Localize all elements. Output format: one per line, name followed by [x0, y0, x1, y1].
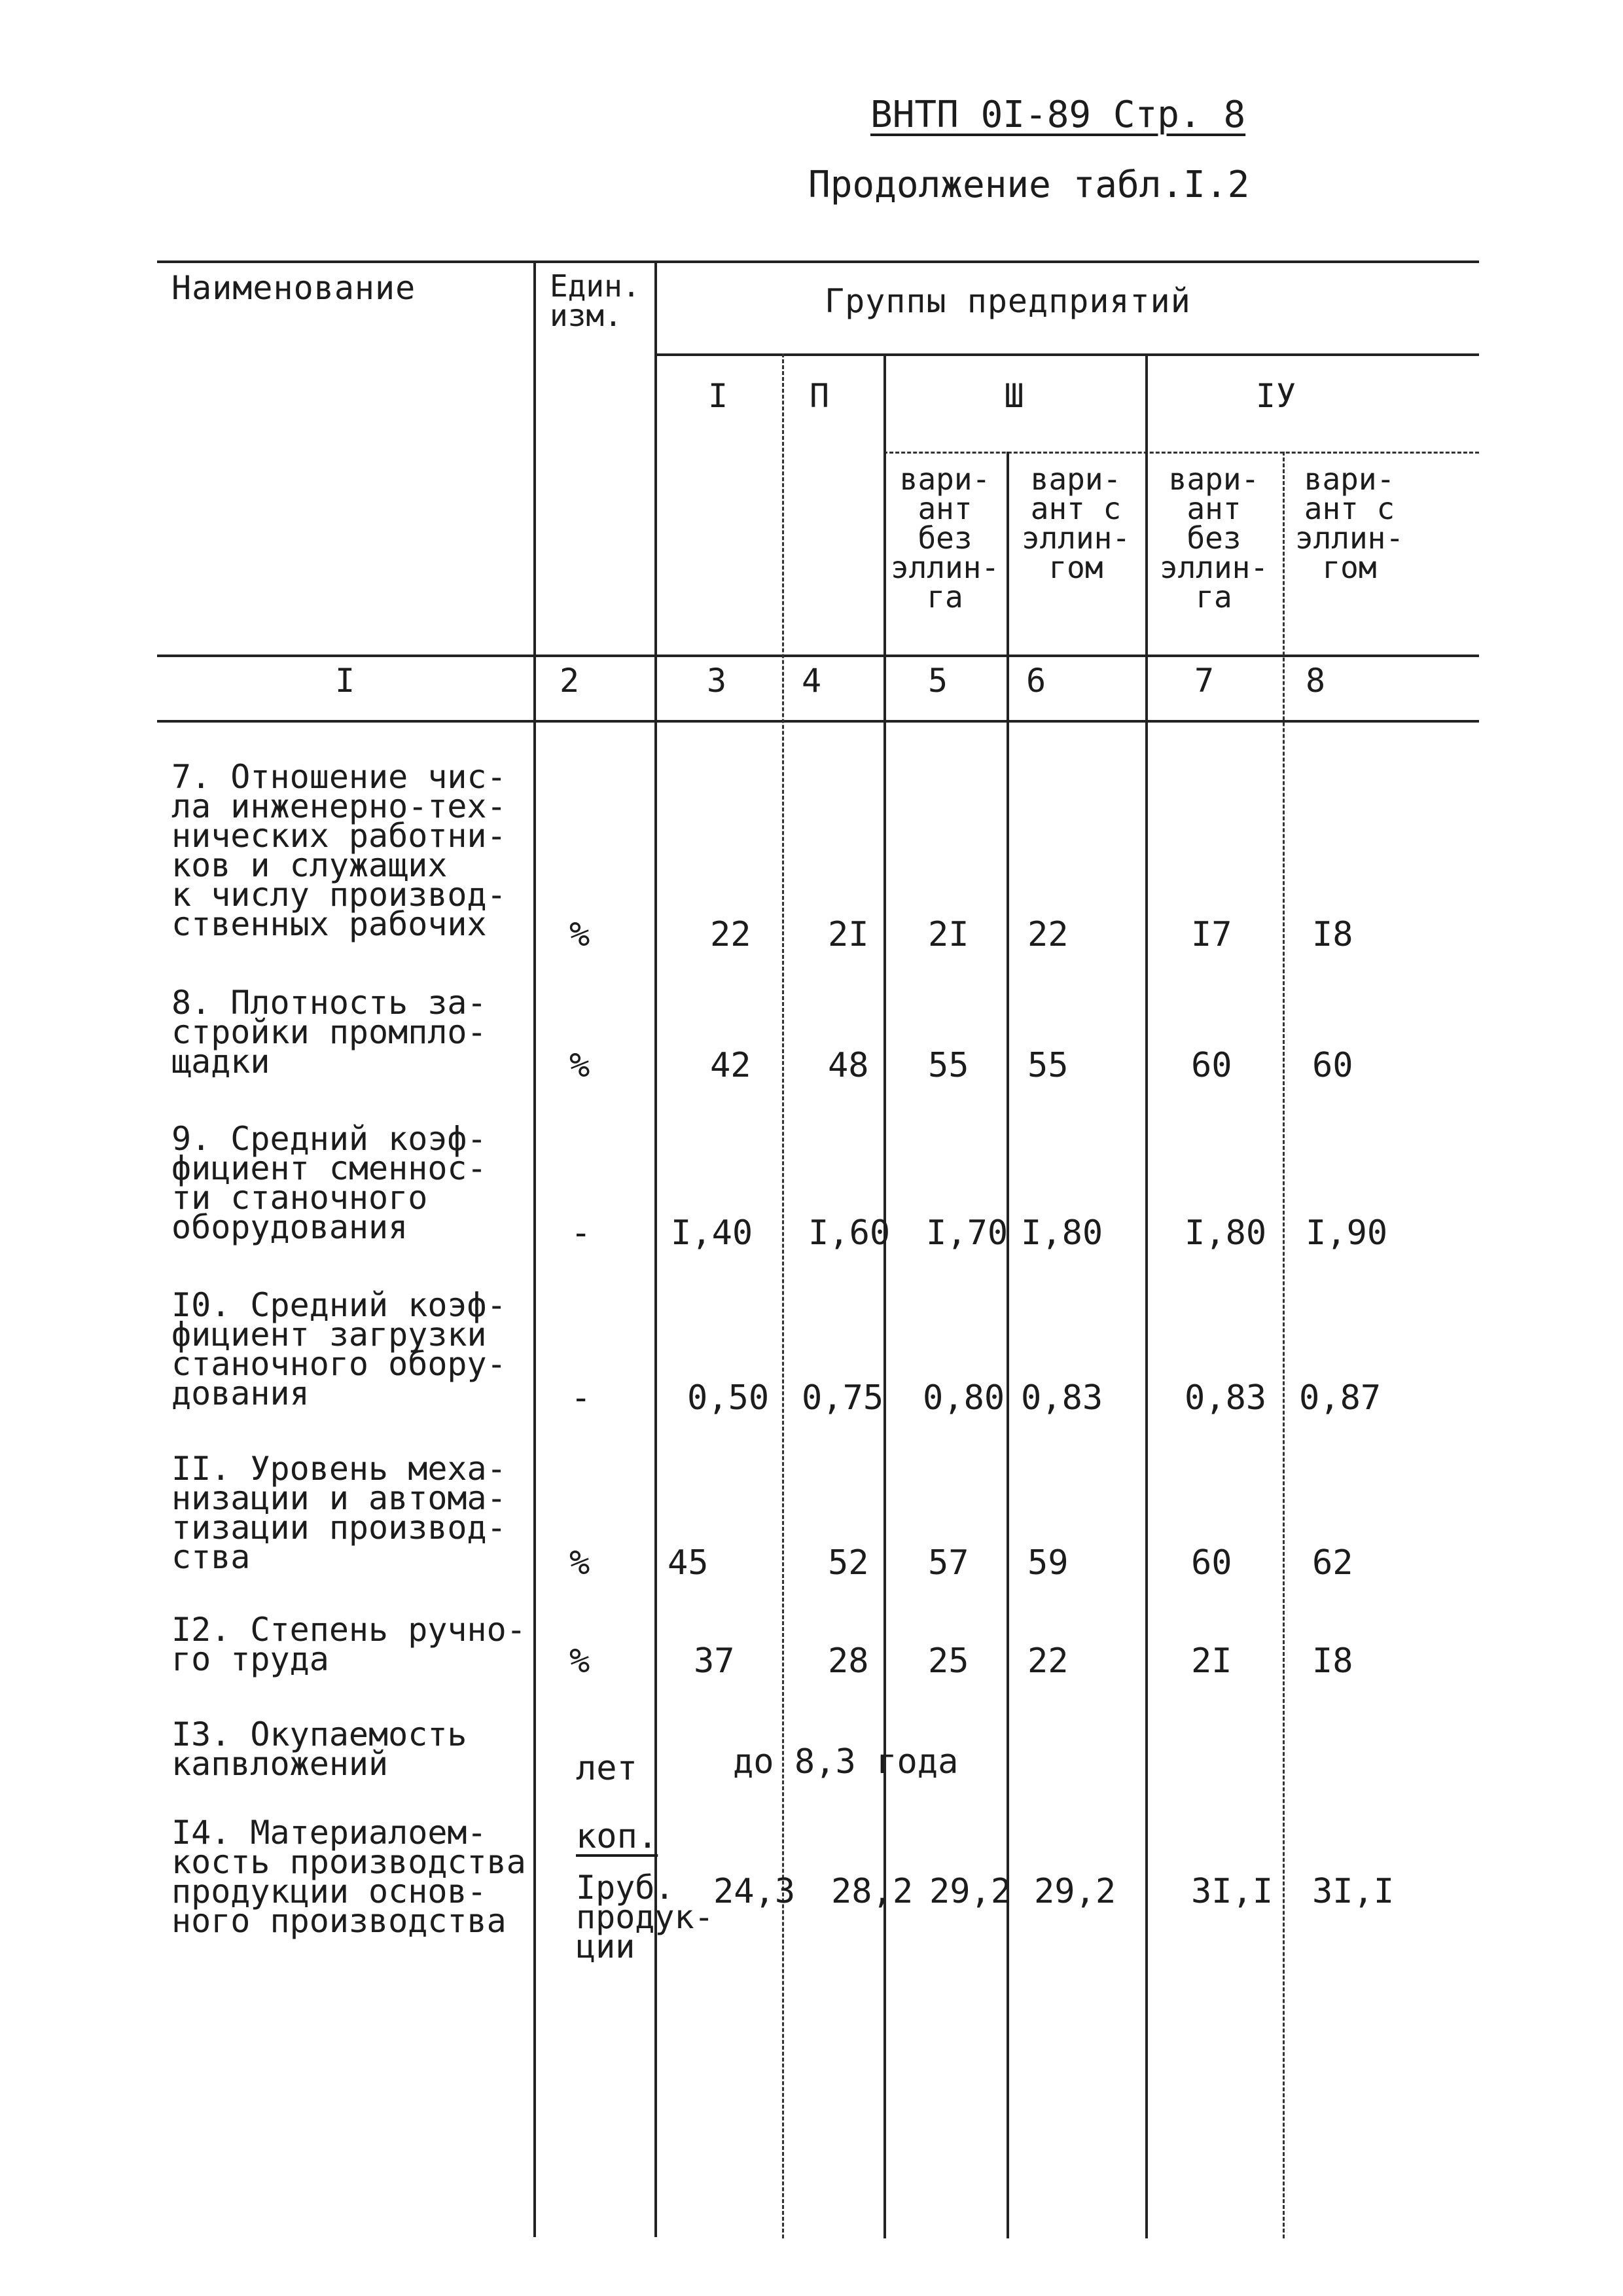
value-cell: 2I	[1191, 1641, 1232, 1681]
row-name-14: I4. Материалоем- кость производства продукции основ- ного производства	[171, 1814, 526, 1940]
row-unit-13: лет	[576, 1749, 637, 1788]
value-cell: I7	[1191, 915, 1232, 954]
value-cell: 60	[1312, 1046, 1353, 1085]
value-cell: 2I	[828, 915, 869, 954]
value-cell: 3I,I	[1191, 1872, 1274, 1911]
column-number: 7	[1194, 662, 1215, 700]
value-cell: 22	[1027, 1641, 1069, 1681]
row-name-12: I2. Степень ручно- го труда	[171, 1611, 526, 1678]
table-continuation-label: Продолжение табл.I.2	[808, 164, 1250, 206]
value-cell: 48	[828, 1046, 869, 1085]
row-unit-8: %	[569, 1046, 590, 1085]
value-cell: I,60	[808, 1213, 891, 1253]
subheader-4-ellipse: вари- ант с эллин- гом	[1294, 461, 1404, 585]
value-cell: 55	[1027, 1046, 1069, 1085]
value-cell: 28	[828, 1641, 869, 1681]
row-name-9: 9. Средний коэф- фициент сменнос- ти станочного оборудования	[171, 1120, 487, 1246]
value-cell: 0,50	[687, 1378, 770, 1418]
value-cell: 60	[1191, 1046, 1232, 1085]
group-label-4: IУ	[1255, 377, 1297, 415]
value-cell: 59	[1027, 1543, 1069, 1583]
row-name-13: I3. Окупаемость капвложений	[171, 1715, 467, 1783]
column-number: 3	[707, 662, 728, 700]
group-label-3: Ш	[1004, 377, 1025, 415]
header-unit: Един. изм.	[550, 268, 641, 333]
group-label-1: I	[707, 377, 729, 415]
value-cell: 37	[694, 1641, 735, 1681]
value-cell: 29,2	[1034, 1872, 1116, 1911]
value-cell: I,80	[1021, 1213, 1103, 1253]
value-cell: 3I,I	[1312, 1872, 1395, 1911]
column-number: 5	[928, 662, 949, 700]
value-cell: 52	[828, 1543, 869, 1583]
value-cell: I,40	[671, 1213, 753, 1253]
column-number: 6	[1026, 662, 1047, 700]
value-cell: 62	[1312, 1543, 1353, 1583]
value-cell: 42	[710, 1046, 751, 1085]
value-cell: 24,3	[713, 1872, 796, 1911]
value-cell: I,90	[1306, 1213, 1388, 1253]
value-cell: 0,83	[1185, 1378, 1267, 1418]
value-cell: 2I	[928, 915, 969, 954]
header-name: Наименование	[171, 269, 416, 307]
subheader-3-no-ellipse: вари- ант без эллин- га	[890, 461, 1000, 615]
value-cell: 29,2	[929, 1872, 1012, 1911]
column-number: I	[334, 662, 356, 700]
value-cell: 60	[1191, 1543, 1232, 1583]
subheader-3-ellipse: вари- ант с эллин- гом	[1021, 461, 1131, 585]
row-name-8: 8. Плотность за- стройки промпло- щадки	[171, 984, 487, 1081]
value-cell: 25	[928, 1641, 969, 1681]
value-cell: I,70	[926, 1213, 1008, 1253]
value-cell: 0,83	[1021, 1378, 1103, 1418]
payback-value: до 8,3 года	[733, 1742, 959, 1782]
row-name-10: I0. Средний коэф- фициент загрузки станочного обору- дования	[171, 1286, 507, 1412]
column-number: 4	[802, 662, 823, 700]
row-name-11: II. Уровень меха- низации и автома- тизации производ- ства	[171, 1450, 507, 1576]
header-groups: Группы предприятий	[825, 282, 1191, 320]
subheader-4-no-ellipse: вари- ант без эллин- га	[1159, 461, 1269, 615]
value-cell: I8	[1312, 915, 1353, 954]
row-unit-9: -	[571, 1213, 592, 1253]
value-cell: 55	[928, 1046, 969, 1085]
document-id: ВНТП 0I-89 Стр. 8	[870, 94, 1246, 136]
column-number: 2	[560, 662, 580, 700]
row-unit-7: %	[569, 915, 590, 954]
row-unit-14-top: коп.	[576, 1817, 658, 1856]
value-cell: 0,87	[1299, 1378, 1382, 1418]
row-unit-11: %	[569, 1543, 590, 1583]
value-cell: 28,2	[831, 1872, 914, 1911]
value-cell: I8	[1312, 1641, 1353, 1681]
value-cell: 22	[710, 915, 751, 954]
value-cell: I,80	[1185, 1213, 1267, 1253]
row-unit-14-bottom: Iруб. продук- ции	[576, 1869, 714, 1965]
row-name-7: 7. Отношение чис- ла инженерно-тех- нических работни- ков и служащих к числу производ- ственных рабочих	[171, 758, 507, 943]
row-unit-12: %	[569, 1641, 590, 1681]
row-unit-10: -	[571, 1378, 592, 1418]
value-cell: 0,75	[802, 1378, 884, 1418]
value-cell: 22	[1027, 915, 1069, 954]
value-cell: 57	[928, 1543, 969, 1583]
value-cell: 0,80	[923, 1378, 1005, 1418]
group-label-2: П	[809, 377, 830, 415]
value-cell: 45	[668, 1543, 709, 1583]
column-number: 8	[1306, 662, 1327, 700]
